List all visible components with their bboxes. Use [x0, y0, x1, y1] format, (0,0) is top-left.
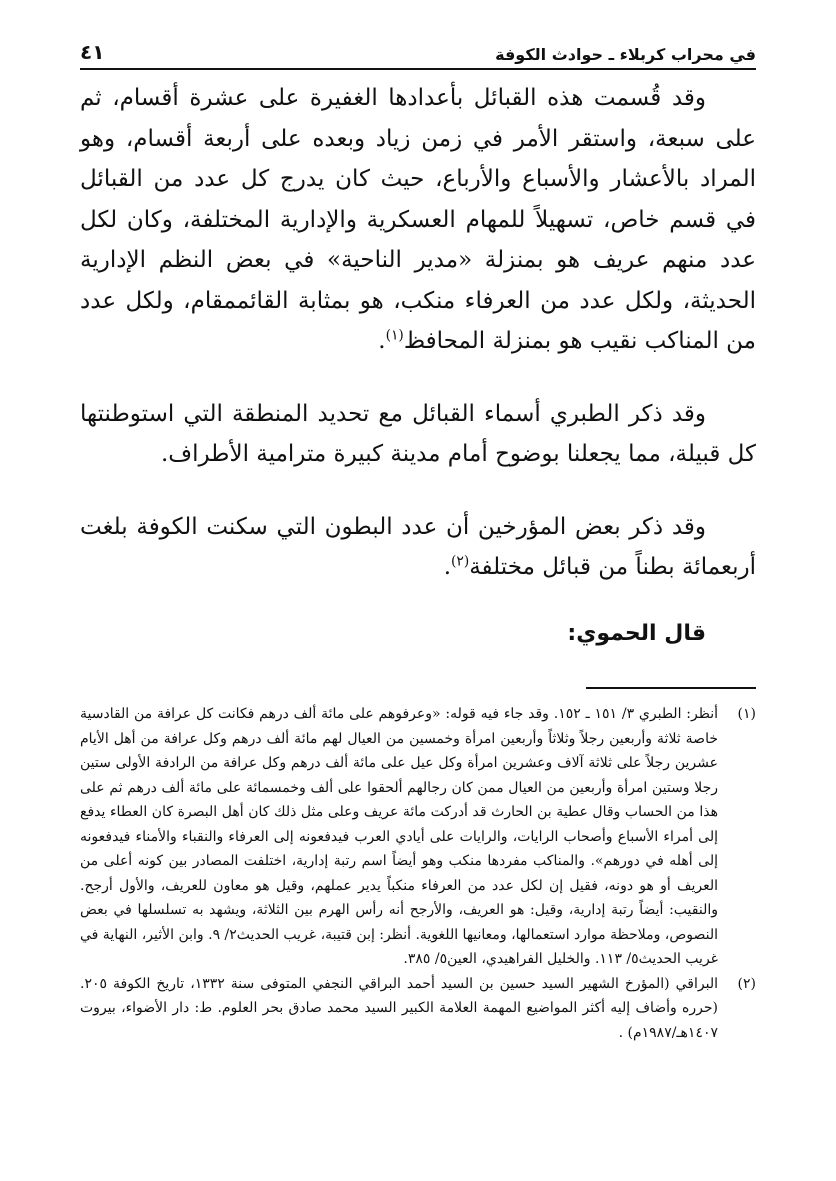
page-number: ٤١: [80, 40, 105, 64]
footnote-2-number: (٢): [737, 975, 756, 992]
footnote-ref-1: (١): [385, 327, 404, 344]
main-text: [80, 78, 756, 686]
paragraph-3-text: وقد ذكر بعض المؤرخين أن عدد البطون التي سكنت الكوفة بلغت أربعمائة بطناً من قبائل مختلفة: [80, 513, 756, 580]
footnote-ref-2: (٢): [451, 553, 470, 570]
paragraph-3-end: .: [443, 554, 452, 580]
paragraph-1-end: .: [378, 328, 386, 354]
footnotes: [80, 702, 756, 1045]
paragraph-2: وقد ذكر الطبري أسماء القبائل مع تحديد المنطقة التي استوطنتها كل قبيلة، مما يجعلنا بوضوح أمام مدينة كبيرة مترامية الأطراف.: [80, 400, 756, 467]
section-heading: قال الحموي:: [567, 620, 706, 646]
footnote-divider: [586, 687, 756, 689]
footnote-2: [80, 972, 756, 1046]
header-title: في محراب كربلاء ـ حوادث الكوفة: [495, 45, 756, 64]
footnote-1-number: (١): [737, 706, 756, 722]
footnote-1: [80, 702, 756, 972]
paragraph-1-text: وقد قُسمت هذه القبائل بأعدادها الغفيرة على عشرة أقسام، ثم على سبعة، واستقر الأمر في زمن زياد وبعده على أربعة أقسام، وهو المراد بالأعشار والأسباع والأرباع، حيث كان يدرج كل عدد من القبائل في قسم خاص، تسهيلاً للمهام العسكرية والإدارية المختلفة، وكان لكل عدد منهم عريف هو بمنزلة «مدير الناحية» في بعض النظم الإدارية الحديثة، ولكل عدد من العرفاء منكب، هو بمثابة القائممقام، ولكل عدد من المناكب نقيب هو بمنزلة المحافظ: [80, 85, 756, 354]
paragraph-1: [80, 78, 756, 362]
running-header: [80, 34, 756, 70]
footnote-1-text: أنظر: الطبري ٣/ ١٥١ ـ ١٥٢. وقد جاء فيه قوله: «وعرفوهم على مائة ألف درهم فكانت كل عرافة من القادسية خاصة ثلاثة وأربعين رجلاً وثلاثاً وأربعين امرأة وخمسين من العيال لهم مائة ألف درهم وكل عرافة من أهل الأيام عشرين رجلاً على ثلاثة آلاف وعشرين امرأة وكل عيل على مائة ألف درهم وكل عرافة من الرادفة الأولى ستين رجلا وستين امرأة وأربعين من العيال ممن كان رجالهم ألحقوا على ألف وخمسمائة على مائة ألف درهم ثم على هذا من الحساب وقال عطية بن الحارث قد أدركت مائة عريف وعلى مثل ذلك كان أهل البصرة كان العطاء يدفع إلى أمراء الأسباع وأصحاب الرايات، والرايات على أيادي العرب فيدفعونه إلى العرفاء والنقباء والأمناء فيدفعونه إلى أهله في دورهم». والمناكب مفردها منكب وهو أيضاً اسم رتبة إدارية، اختلفت المصادر بين كونه أعلى من العريف أو هو دونه، فقيل إن لكل عدد من العرفاء منكباً يدير عملهم، وقيل هو معاون للعريف، والأول أرجح. والنقيب: أيضاً رتبة إدارية، وقيل: هو العريف، والأرجح أنه رأس الهرم بين الثلاثة، ويشهد به تسلسلها في بعض النصوص، وملاحظة موارد استعمالها، ومعانيها اللغوية. أنظر: إبن قتيبة، غريب الحديث٢/ ٩. وابن الأثير، النهاية في غريب الحديث٥/ ١١٣. والخليل الفراهيدي، العين٥/ ٣٨٥.: [80, 706, 718, 967]
paragraph-3: [80, 507, 756, 588]
footnote-2-text: البراقي (المؤرخ الشهير السيد حسين بن السيد أحمد البراقي النجفي المتوفى سنة ١٣٣٢، تاريخ الكوفة ٢٠٥. (حرره وأضاف إليه أكثر المواضيع المهمة العلامة الكبير السيد محمد صادق بحر العلوم. ط: دار الأضواء، بيروت ١٤٠٧هـ/١٩٨٧م) .: [80, 975, 718, 1041]
